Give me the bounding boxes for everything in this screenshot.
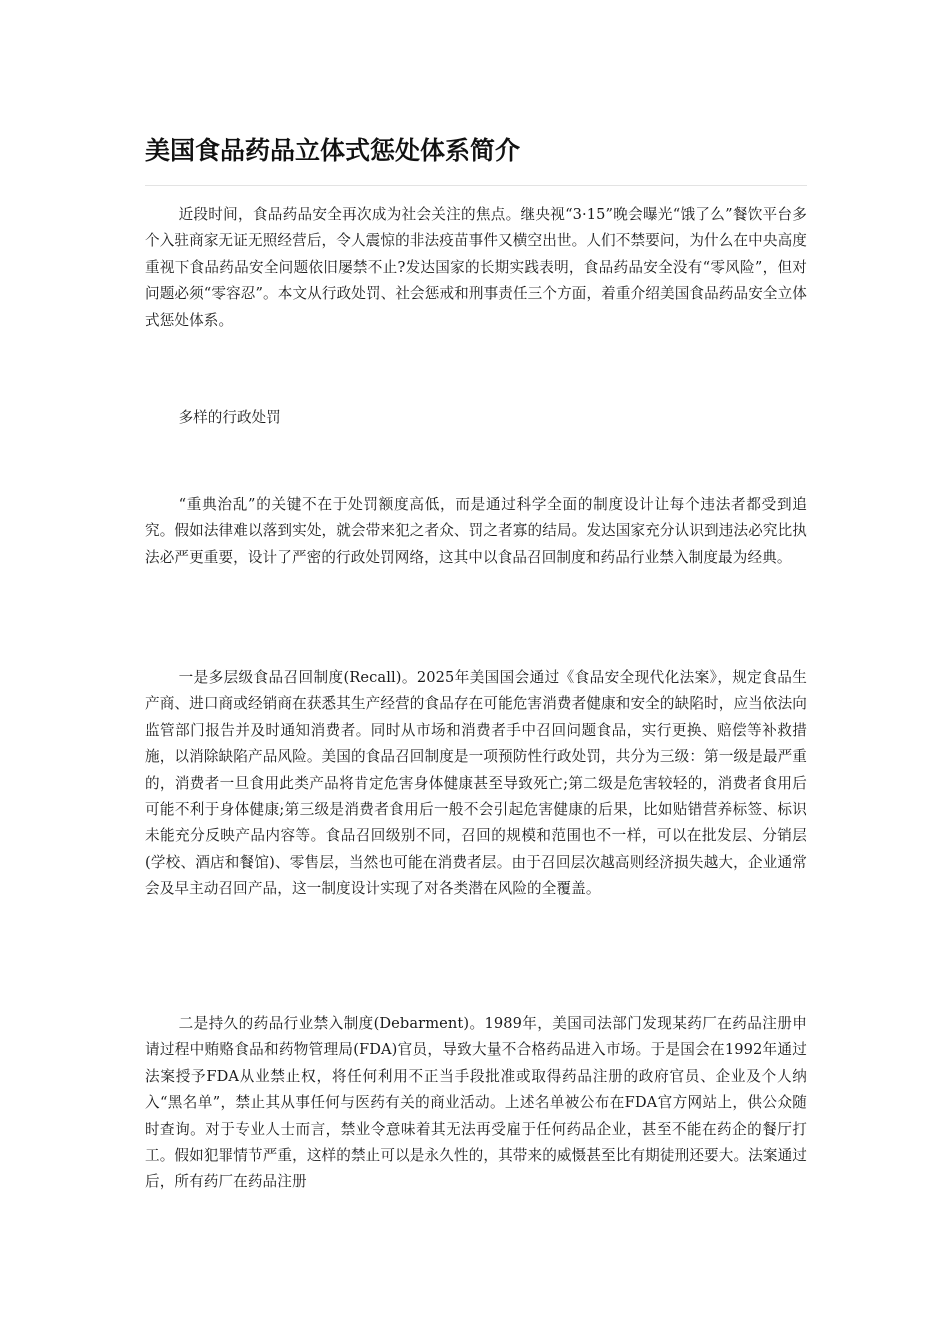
title-divider: [145, 185, 807, 186]
body-paragraph-3: 二是持久的药品行业禁入制度(Debarment)。1989年，美国司法部门发现某药厂在药品注册申请过程中贿赂食品和药物管理局(FDA)官员，导致大量不合格药品进入市场。于是国会在1992年通过法案授予FDA从业禁止权，将任何利用不正当手段批准或取得药品注册的政府官员、企业及个人纳入“黑名单”，禁止其从事任何与医药有关的商业活动。上述名单被公布在FDA官方网站上，供公众随时查询。对于专业人士而言，禁业令意味着其无法再受雇于任何药品企业，甚至不能在药企的餐厅打工。假如犯罪情节严重，这样的禁止可以是永久性的，其带来的威慑甚至比有期徒刑还要大。法案通过后，所有药厂在药品注册: [145, 1015, 807, 1191]
body-paragraph-1: “重典治乱”的关键不在于处罚额度高低，而是通过科学全面的制度设计让每个违法者都受到追究。假如法律难以落到实处，就会带来犯之者众、罚之者寡的结局。发达国家充分认识到违法必究比执法必严更重要，设计了严密的行政处罚网络，这其中以食品召回制度和药品行业禁入制度最为经典。: [145, 496, 807, 566]
body-paragraph-2: 一是多层级食品召回制度(Recall)。2025年美国国会通过《食品安全现代化法案》，规定食品生产商、进口商或经销商在获悉其生产经营的食品存在可能危害消费者健康和安全的缺陷时，应当依法向监管部门报告并及时通知消费者。同时从市场和消费者手中召回问题食品，实行更换、赔偿等补救措施，以消除缺陷产品风险。美国的食品召回制度是一项预防性行政处罚，共分为三级：第一级是最严重的，消费者一旦食用此类产品将肯定危害身体健康甚至导致死亡;第二级是危害较轻的，消费者食用后可能不利于身体健康;第三级是消费者食用后一般不会引起危害健康的后果，比如贴错营养标签、标识未能充分反映产品内容等。食品召回级别不同，召回的规模和范围也不一样，可以在批发层、分销层(学校、酒店和餐馆)、零售层，当然也可能在消费者层。由于召回层次越高则经济损失越大，企业通常会及早主动召回产品，这一制度设计实现了对各类潜在风险的全覆盖。: [145, 669, 807, 898]
section-heading: 多样的行政处罚: [178, 409, 281, 426]
intro-paragraph: 近段时间，食品药品安全再次成为社会关注的焦点。继央视“3·15”晚会曝光“饿了么”餐饮平台多个入驻商家无证无照经营后，令人震惊的非法疫苗事件又横空出世。人们不禁要问，为什么在中央高度重视下食品药品安全问题依旧屡禁不止?发达国家的长期实践表明，食品药品安全没有“零风险”，但对问题必须“零容忍”。本文从行政处罚、社会惩戒和刑事责任三个方面，着重介绍美国食品药品安全立体式惩处体系。: [145, 206, 807, 329]
article-title: 美国食品药品立体式惩处体系简介: [145, 136, 521, 165]
